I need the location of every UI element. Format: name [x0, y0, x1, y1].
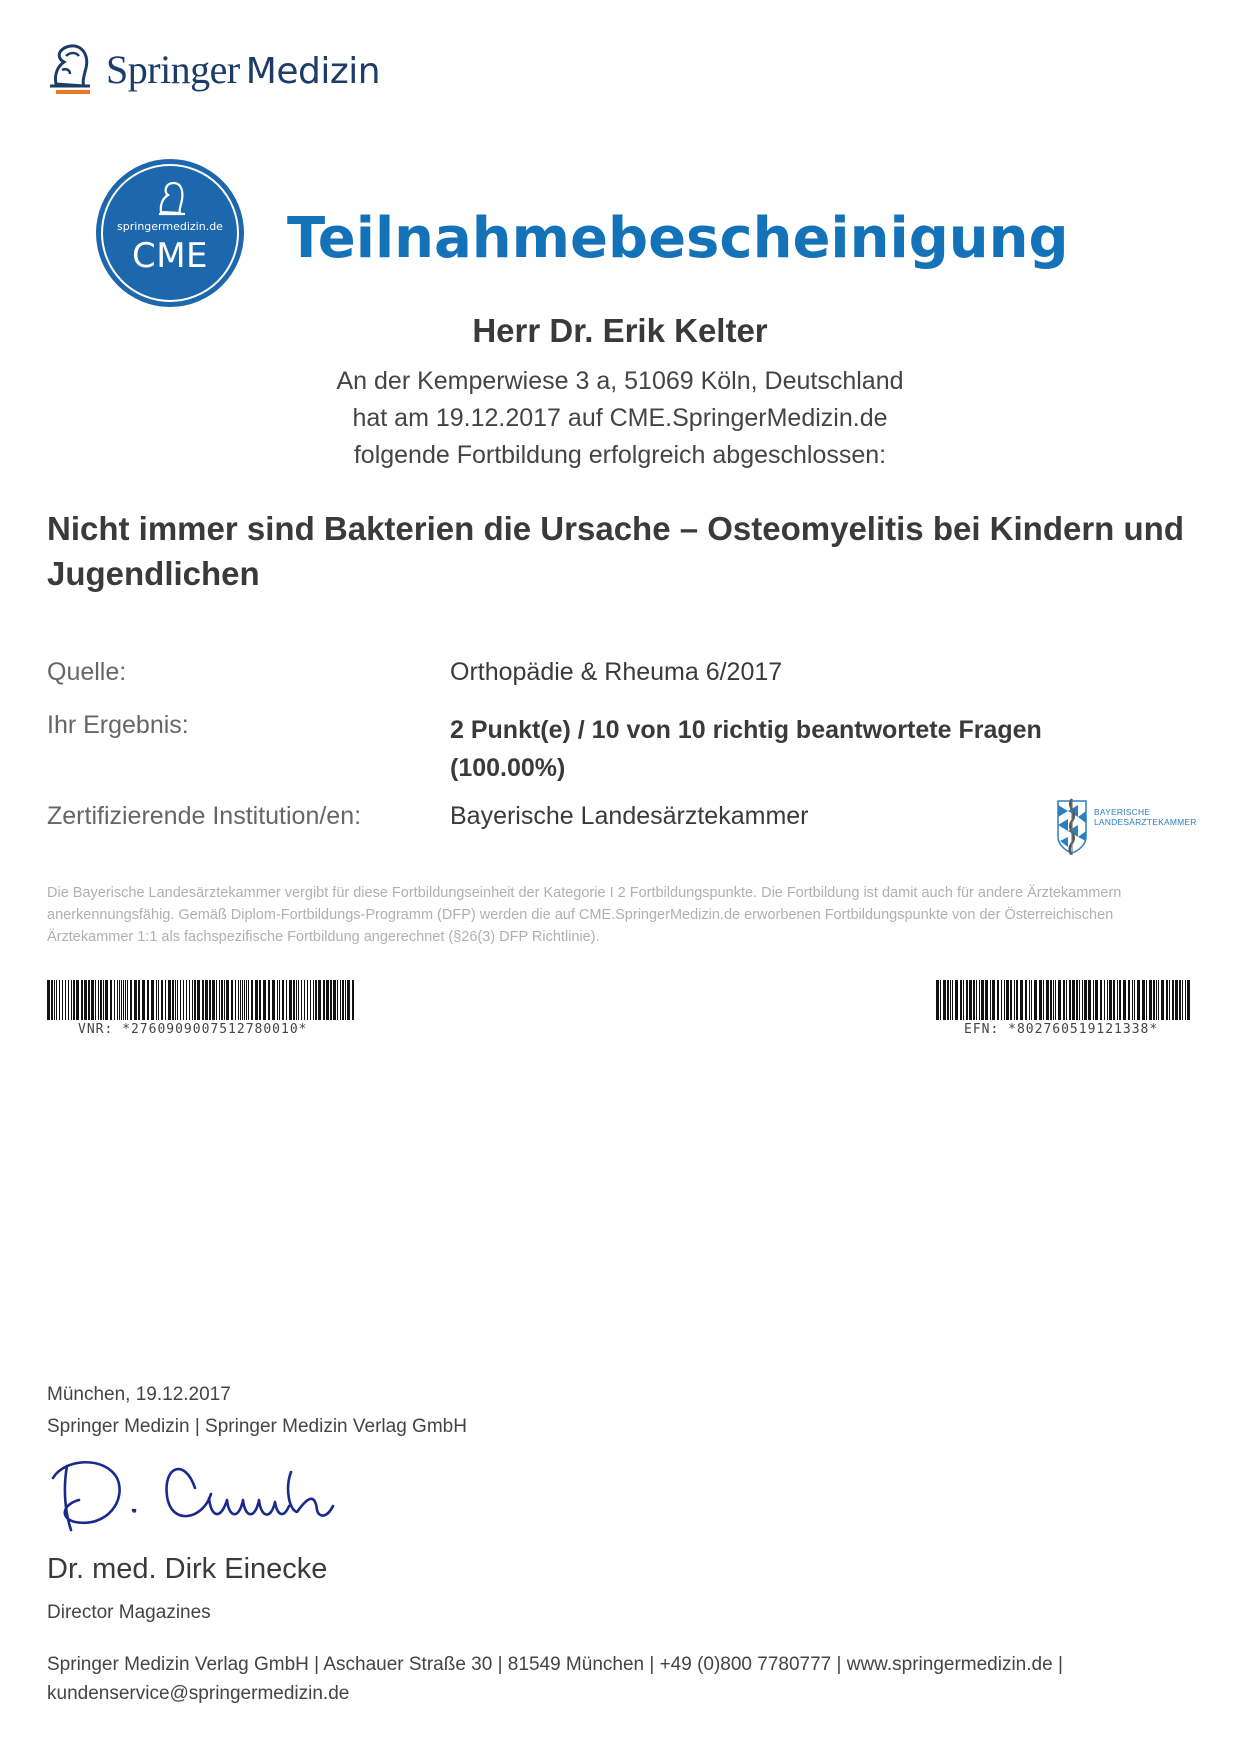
badge-cme-text: CME	[131, 236, 209, 276]
result-value: 2 Punkt(e) / 10 von 10 richtig beantwortete Fragen (100.00%)	[450, 716, 1042, 782]
institution-logo-text	[1094, 807, 1197, 827]
institution-logo-line2: LANDESÄRZTEKAMMER	[1094, 817, 1197, 827]
institution-value: Bayerische Landesärztekammer	[450, 802, 809, 830]
completion-text: folgende Fortbildung erfolgreich abgeschlossen:	[353, 441, 887, 469]
certificate-title: Teilnahmebescheinigung	[287, 206, 1069, 271]
vnr-barcode	[47, 980, 355, 1020]
footer-email: kundenservice@springermedizin.de	[47, 1683, 350, 1704]
signer-name: Dr. med. Dirk Einecke	[47, 1553, 328, 1585]
badge-circle	[95, 158, 245, 308]
cme-badge	[95, 158, 245, 308]
badge-site-text: springermedizin.de	[117, 220, 223, 233]
signer-role: Director Magazines	[47, 1602, 211, 1623]
springer-medizin-logo	[46, 40, 406, 100]
institution-label: Zertifizierende Institution/en:	[47, 802, 362, 830]
publisher-line: Springer Medizin | Springer Medizin Verlag GmbH	[47, 1416, 467, 1437]
recipient-address: An der Kemperwiese 3 a, 51069 Köln, Deutschland	[336, 367, 904, 395]
brand-secondary: Medizin	[245, 51, 381, 92]
source-label: Quelle:	[47, 658, 127, 686]
recipient-name: Herr Dr. Erik Kelter	[472, 312, 768, 349]
efn-barcode	[936, 980, 1192, 1020]
brand-primary: Springer	[106, 47, 240, 92]
vnr-number: VNR: *2760909007512780010*	[78, 1022, 308, 1037]
bavarian-shield-icon	[1052, 797, 1092, 855]
handwritten-signature	[45, 1448, 365, 1540]
result-label: Ihr Ergebnis:	[47, 711, 189, 739]
landesaerztekammer-logo	[1052, 797, 1197, 855]
source-value: Orthopädie & Rheuma 6/2017	[450, 658, 783, 686]
institution-logo-line1: BAYERISCHE	[1094, 807, 1151, 817]
brand-name	[106, 46, 380, 93]
efn-number: EFN: *802760519121338*	[964, 1022, 1159, 1037]
logo-accent-bar	[56, 90, 90, 94]
completion-date-line: hat am 19.12.2017 auf CME.SpringerMedizin.de	[352, 404, 888, 432]
disclaimer-text: Die Bayerische Landesärztekammer vergibt für diese Fortbildungseinheit der Kategorie I 2 Fortbildungspunkte. Die Fortbildung ist damit auch für andere Ärztekammern anerkennungsfähig. Gemäß Diplom-Fortbildungs-Programm (DFP) werden die auf CME.SpringerMedizin.de erworbenen Fortbildungspunkte von der Österreichischen Ärztekammer 1:1 als fachspezifische Fortbildung angerechnet (§26(3) DFP Richtlinie).	[47, 885, 1122, 945]
course-title: Nicht immer sind Bakterien die Ursache – Osteomyelitis bei Kindern und Jugendlichen	[47, 510, 1184, 592]
place-date: München, 19.12.2017	[47, 1384, 231, 1405]
springer-horse-icon	[46, 40, 94, 90]
footer-contact-line: Springer Medizin Verlag GmbH | Aschauer Straße 30 | 81549 München | +49 (0)800 7780777 | www.springermedizin.de |	[47, 1654, 1063, 1675]
